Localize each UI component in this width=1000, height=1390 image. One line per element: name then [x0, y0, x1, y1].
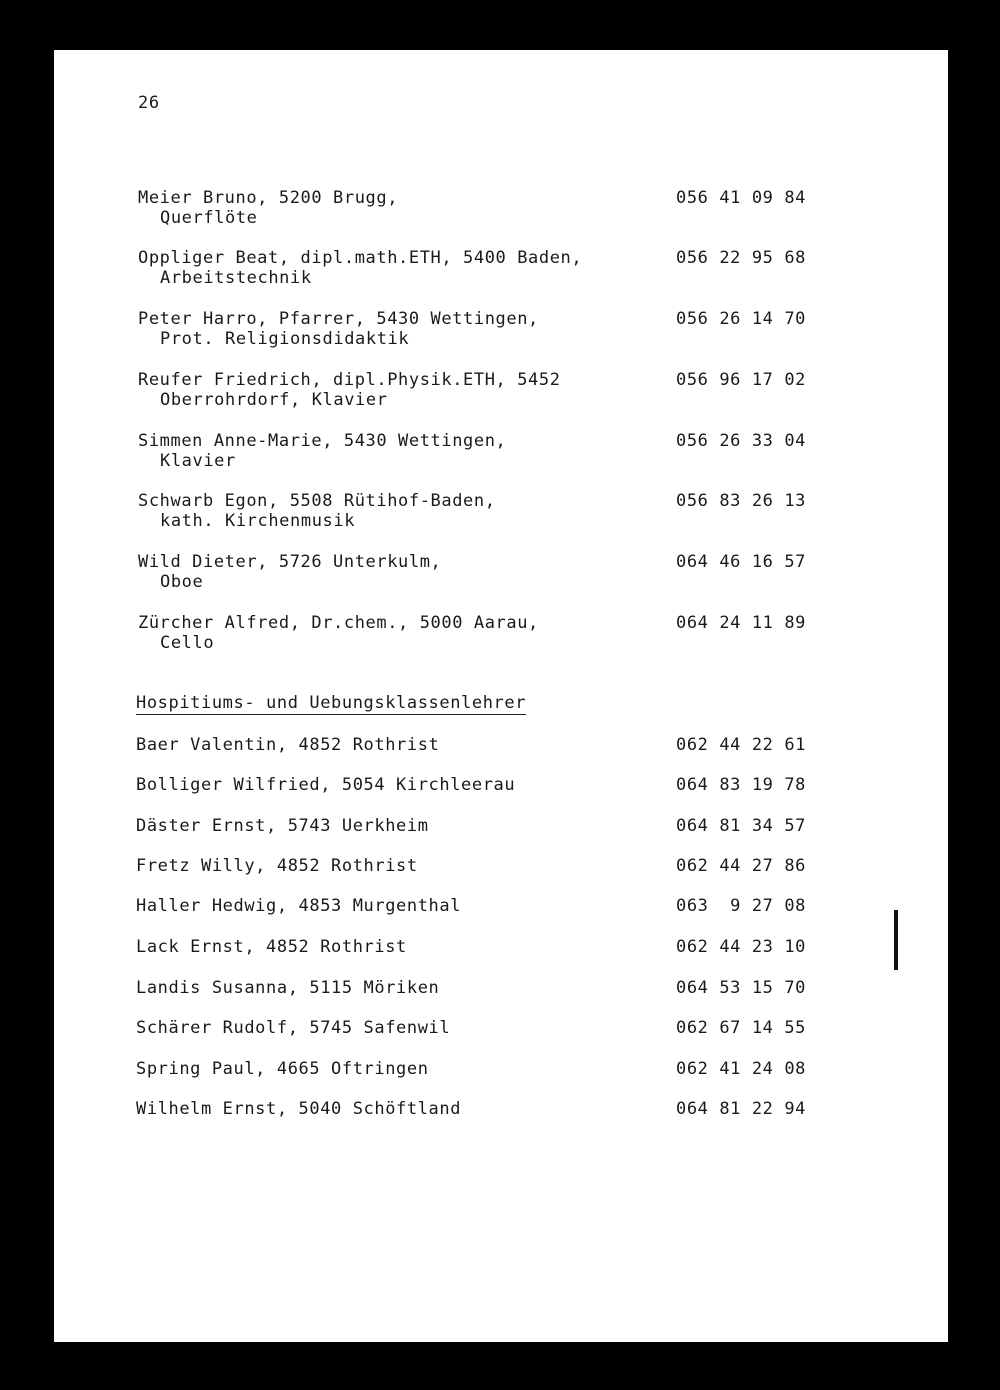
entry-name: Spring Paul, 4665 Oftringen [136, 1059, 429, 1079]
entry-phone: 064 46 16 57 [676, 552, 807, 572]
entry-name: Wild Dieter, 5726 Unterkulm, [138, 552, 442, 572]
entry-name: Zürcher Alfred, Dr.chem., 5000 Aarau, [138, 613, 539, 633]
entry-name: Schärer Rudolf, 5745 Safenwil [136, 1018, 451, 1038]
entry-subject: Oberrohrdorf, Klavier [160, 390, 388, 410]
entry-phone: 062 41 24 08 [676, 1059, 807, 1079]
entry-name: Simmen Anne-Marie, 5430 Wettingen, [138, 431, 507, 451]
entry-subject: Klavier [160, 451, 236, 471]
entry-phone: 056 96 17 02 [676, 370, 807, 390]
entry-name: Haller Hedwig, 4853 Murgenthal [136, 896, 462, 916]
entry-subject: Cello [160, 633, 215, 653]
document-page [54, 50, 948, 1342]
entry-phone: 062 44 22 61 [676, 735, 807, 755]
entry-subject: Querflöte [160, 208, 258, 228]
entry-phone: 064 81 22 94 [676, 1099, 807, 1119]
entry-phone: 064 83 19 78 [676, 775, 807, 795]
entry-name: Reufer Friedrich, dipl.Physik.ETH, 5452 [138, 370, 561, 390]
section-heading: Hospitiums- und Uebungsklassenlehrer [136, 693, 527, 713]
entry-phone: 056 22 95 68 [676, 248, 807, 268]
entry-name: Meier Bruno, 5200 Brugg, [138, 188, 399, 208]
entry-name: Baer Valentin, 4852 Rothrist [136, 735, 440, 755]
entry-name: Schwarb Egon, 5508 Rütihof-Baden, [138, 491, 496, 511]
page-number: 26 [138, 93, 160, 113]
entry-phone: 064 53 15 70 [676, 978, 807, 998]
entry-phone: 056 26 33 04 [676, 431, 807, 451]
entry-subject: Arbeitstechnik [160, 268, 312, 288]
entry-phone: 064 81 34 57 [676, 816, 807, 836]
entry-phone: 056 41 09 84 [676, 188, 807, 208]
entry-name: Peter Harro, Pfarrer, 5430 Wettingen, [138, 309, 539, 329]
entry-phone: 062 67 14 55 [676, 1018, 807, 1038]
entry-phone: 062 44 27 86 [676, 856, 807, 876]
entry-name: Däster Ernst, 5743 Uerkheim [136, 816, 429, 836]
entry-phone: 056 83 26 13 [676, 491, 807, 511]
entry-name: Bolliger Wilfried, 5054 Kirchleerau [136, 775, 516, 795]
entry-phone: 063 9 27 08 [676, 896, 807, 916]
entry-subject: kath. Kirchenmusik [160, 511, 356, 531]
entry-name: Oppliger Beat, dipl.math.ETH, 5400 Baden, [138, 248, 583, 268]
entry-phone: 056 26 14 70 [676, 309, 807, 329]
entry-phone: 064 24 11 89 [676, 613, 807, 633]
entry-subject: Prot. Religionsdidaktik [160, 329, 410, 349]
entry-name: Wilhelm Ernst, 5040 Schöftland [136, 1099, 462, 1119]
scan-edge-mark [894, 910, 898, 970]
entry-name: Lack Ernst, 4852 Rothrist [136, 937, 407, 957]
entry-name: Fretz Willy, 4852 Rothrist [136, 856, 418, 876]
entry-name: Landis Susanna, 5115 Möriken [136, 978, 440, 998]
entry-phone: 062 44 23 10 [676, 937, 807, 957]
entry-subject: Oboe [160, 572, 204, 592]
